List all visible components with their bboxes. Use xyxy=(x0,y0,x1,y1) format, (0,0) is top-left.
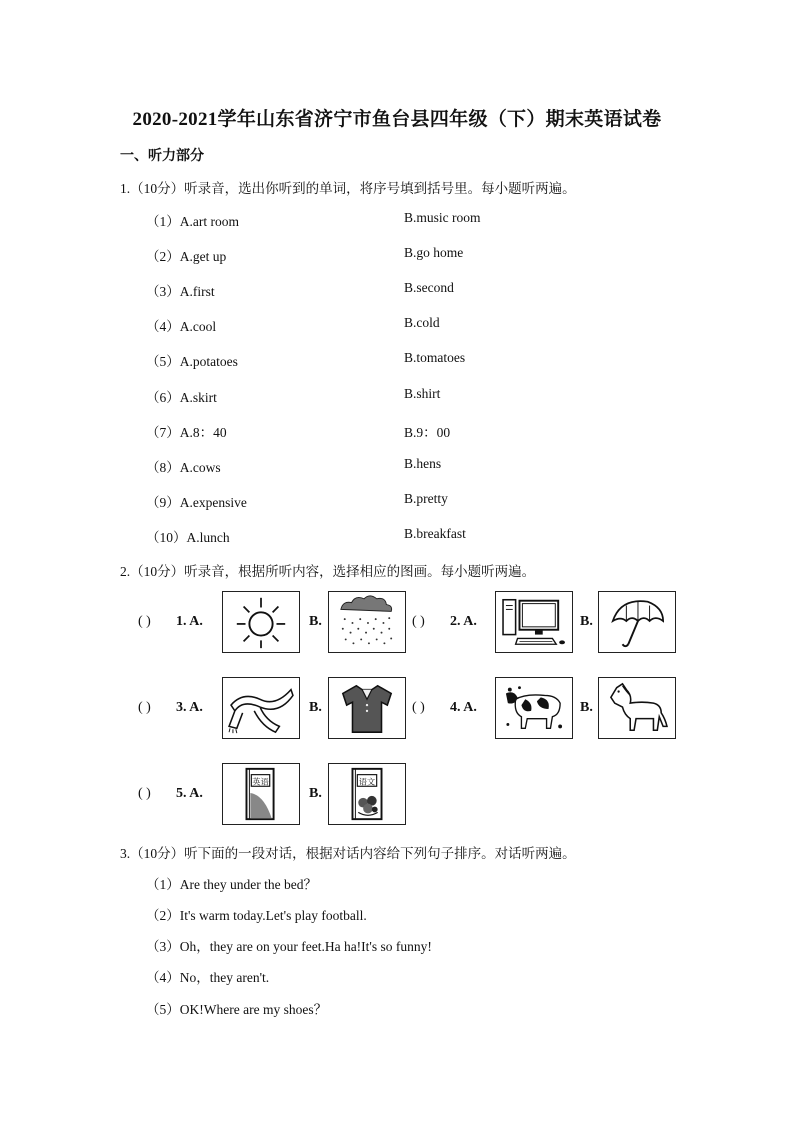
q1-option-b: B.go home xyxy=(404,245,464,260)
question-2-heading: 2.（10分）听录音，根据所听内容，选择相应的图画。每小题听两遍。 xyxy=(120,564,536,579)
rain-icon xyxy=(329,592,405,652)
option-b-label: B. xyxy=(309,786,322,801)
q3-sentence: （4）No，they aren't. xyxy=(146,970,270,985)
q1-option-b: B.hens xyxy=(404,456,442,471)
umbrella-icon xyxy=(599,592,675,652)
q1-option-a: （4）A.cool xyxy=(146,319,217,334)
q1-option-b: B.music room xyxy=(404,210,481,225)
scarf-picture xyxy=(222,677,300,739)
q2-item-number: 4. A. xyxy=(450,700,477,715)
chinese-book-label: 语文 xyxy=(358,776,376,787)
q1-option-b: B.breakfast xyxy=(404,526,466,541)
cow-icon xyxy=(496,678,572,738)
q1-option-a: （7）A.8：40 xyxy=(146,425,227,440)
q2-item-number: 1. A. xyxy=(176,614,203,629)
q2-item-number: 5. A. xyxy=(176,786,203,801)
q3-sentence: （3）Oh，they are on your feet.Ha ha!It's so funny! xyxy=(146,939,432,954)
answer-blank[interactable]: ( ) xyxy=(138,786,151,801)
shirt-icon xyxy=(329,678,405,738)
q2-item-number: 3. A. xyxy=(176,700,203,715)
q1-option-a: （10）A.lunch xyxy=(146,530,230,545)
horse-picture xyxy=(598,677,676,739)
q1-option-a: （5）A.potatoes xyxy=(146,354,238,369)
question-1-heading: 1.（10分）听录音，选出你听到的单词，将序号填到括号里。每小题听两遍。 xyxy=(120,181,576,196)
horse-icon xyxy=(599,678,675,738)
option-b-label: B. xyxy=(580,700,593,715)
q1-option-b: B.tomatoes xyxy=(404,350,466,365)
q1-option-b: B.9：00 xyxy=(404,425,451,440)
answer-blank[interactable]: ( ) xyxy=(412,614,425,629)
computer-icon xyxy=(496,592,572,652)
english-book-label: 英语 xyxy=(252,776,269,787)
shirt-picture xyxy=(328,677,406,739)
q1-option-a: （2）A.get up xyxy=(146,249,227,264)
q1-option-a: （3）A.first xyxy=(146,284,215,299)
chinese-book-icon xyxy=(329,764,405,824)
umbrella-picture xyxy=(598,591,676,653)
option-b-label: B. xyxy=(309,700,322,715)
question-3-heading: 3.（10分）听下面的一段对话，根据对话内容给下列句子排序。对话听两遍。 xyxy=(120,846,576,861)
q1-option-a: （9）A.expensive xyxy=(146,495,247,510)
sun-picture xyxy=(222,591,300,653)
sun-icon xyxy=(223,592,299,652)
cow-picture xyxy=(495,677,573,739)
english-book-icon xyxy=(223,764,299,824)
q3-sentence: （5）OK!Where are my shoes？ xyxy=(146,1002,328,1017)
q3-sentence: （2）It's warm today.Let's play football. xyxy=(146,908,367,923)
q1-option-b: B.second xyxy=(404,280,454,295)
q1-option-a: （6）A.skirt xyxy=(146,390,217,405)
option-b-label: B. xyxy=(580,614,593,629)
q1-option-b: B.cold xyxy=(404,315,440,330)
q1-option-a: （8）A.cows xyxy=(146,460,221,475)
option-b-label: B. xyxy=(309,614,322,629)
chinese-book-picture xyxy=(328,763,406,825)
computer-picture xyxy=(495,591,573,653)
rain-picture xyxy=(328,591,406,653)
q1-option-b: B.pretty xyxy=(404,491,448,506)
page-title: 2020-2021学年山东省济宁市鱼台县四年级（下）期末英语试卷 xyxy=(132,109,662,130)
answer-blank[interactable]: ( ) xyxy=(412,700,425,715)
scarf-icon xyxy=(223,678,299,738)
q1-option-b: B.shirt xyxy=(404,386,441,401)
section-heading-listening: 一、听力部分 xyxy=(120,149,204,164)
q2-item-number: 2. A. xyxy=(450,614,477,629)
q3-sentence: （1）Are they under the bed？ xyxy=(146,877,317,892)
english-book-picture xyxy=(222,763,300,825)
answer-blank[interactable]: ( ) xyxy=(138,700,151,715)
answer-blank[interactable]: ( ) xyxy=(138,614,151,629)
q1-option-a: （1）A.art room xyxy=(146,214,239,229)
